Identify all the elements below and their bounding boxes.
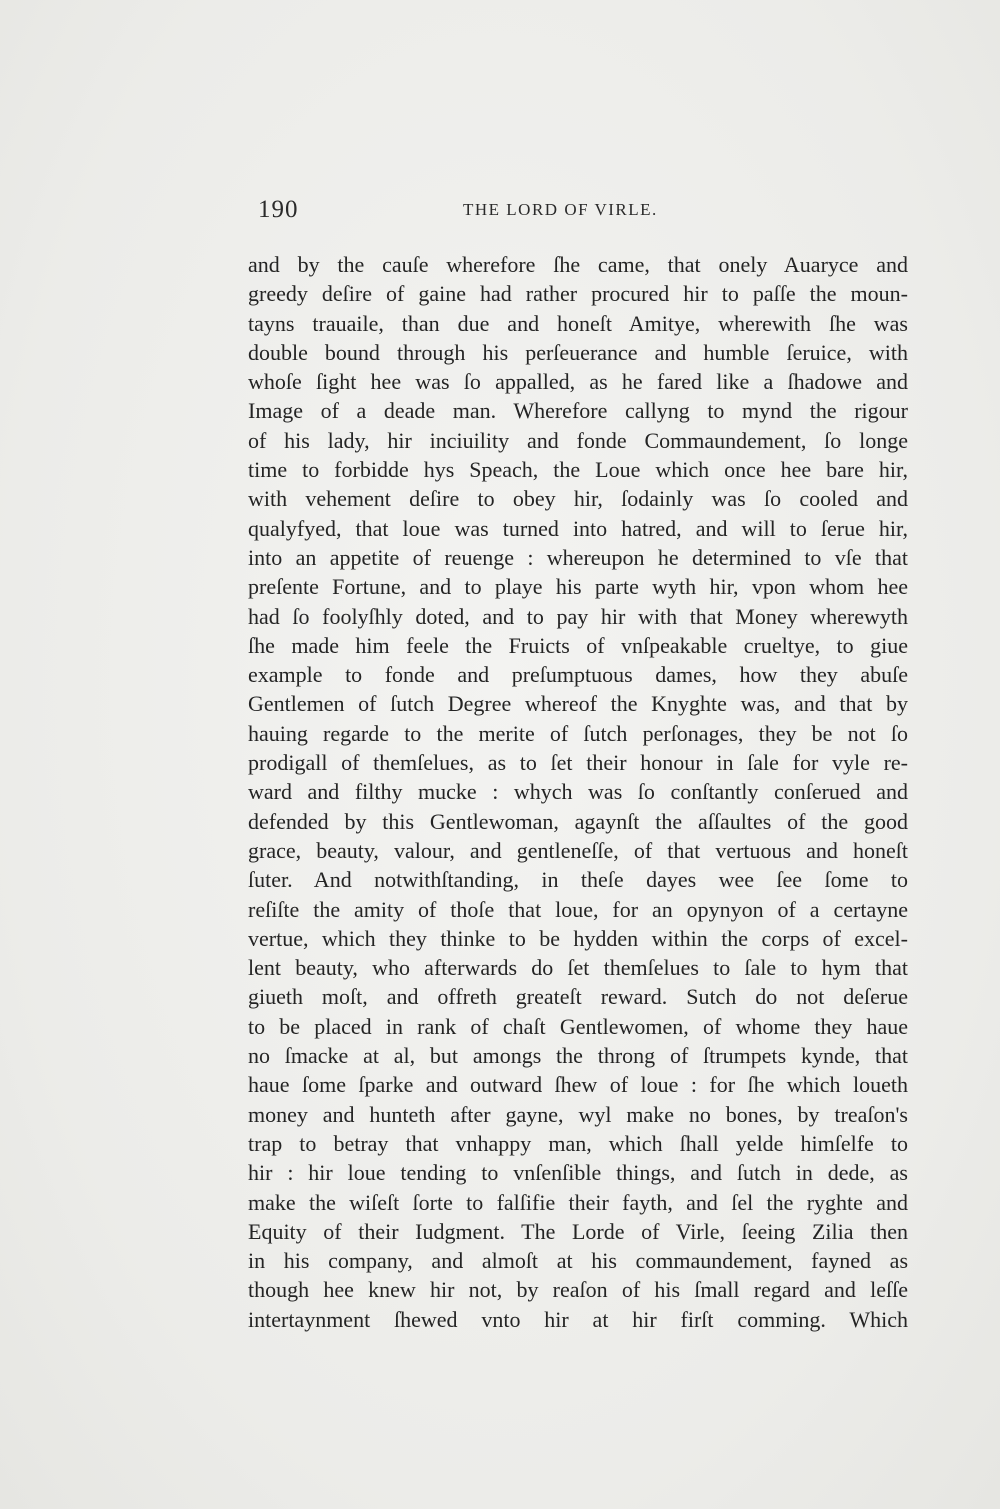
text-line: intertaynment ſhewed vnto hir at hir firſt comming. Which — [248, 1306, 908, 1332]
text-line: time to forbidde hys Speach, the Loue which once hee bare hir, — [248, 457, 908, 483]
text-line: in his company, and almoſt at his commaundement, fayned as — [248, 1248, 908, 1274]
text-line: no ſmacke at al, but amongs the throng of ſtrumpets kynde, that — [248, 1043, 908, 1069]
text-line: grace, beauty, valour, and gentleneſſe, of that vertuous and honeſt — [248, 837, 908, 863]
text-line: Gentlemen of ſutch Degree whereof the Knyghte was, and that by — [248, 691, 908, 717]
text-line: preſente Fortune, and to playe his parte wyth hir, vpon whom hee — [248, 574, 908, 600]
text-line: ſhe made him feele the Fruicts of vnſpeakable crueltye, to giue — [248, 632, 908, 658]
running-title: THE LORD OF VIRLE. — [463, 200, 658, 219]
text-line: though hee knew hir not, by reaſon of his ſmall regard and leſſe — [248, 1277, 908, 1303]
text-line: vertue, which they thinke to be hydden within the corps of excel- — [248, 925, 908, 951]
text-line: into an appetite of reuenge : whereupon he determined to vſe that — [248, 544, 908, 570]
text-line: greedy deſire of gaine had rather procured hir to paſſe the moun- — [248, 281, 908, 307]
text-line: haue ſome ſparke and outward ſhew of loue : for ſhe which loueth — [248, 1072, 908, 1098]
text-line: to be placed in rank of chaſt Gentlewomen, of whome they haue — [248, 1013, 908, 1039]
text-line: money and hunteth after gayne, wyl make no bones, by treaſon's — [248, 1101, 908, 1127]
text-line: with vehement deſire to obey hir, ſodainly was ſo cooled and — [248, 486, 908, 512]
page-number: 190 — [258, 196, 299, 223]
text-line: of his lady, hir inciuility and fonde Commaundement, ſo longe — [248, 427, 908, 453]
text-line: tayns trauaile, than due and honeſt Amitye, wherewith ſhe was — [248, 310, 908, 336]
text-line: giueth moſt, and offreth greateſt reward. Sutch do not deſerue — [248, 984, 908, 1010]
text-line: defended by this Gentlewoman, agaynſt the aſſaultes of the good — [248, 808, 908, 834]
body-text — [248, 250, 908, 1334]
page-header — [258, 196, 898, 226]
text-line: hir : hir loue tending to vnſenſible things, and ſutch in dede, as — [248, 1160, 908, 1186]
text-line: example to fonde and preſumptuous dames, how they abuſe — [248, 662, 908, 688]
text-line: ward and filthy mucke : whych was ſo conſtantly conſerued and — [248, 779, 908, 805]
text-line: Equity of their Iudgment. The Lorde of Virle, ſeeing Zilia then — [248, 1218, 908, 1244]
text-line: ſuter. And notwithſtanding, in theſe dayes wee ſee ſome to — [248, 867, 908, 893]
text-line: qualyfyed, that loue was turned into hatred, and will to ſerue hir, — [248, 515, 908, 541]
text-line: lent beauty, who afterwards do ſet themſelues to ſale to hym that — [248, 955, 908, 981]
text-line: reſiſte the amity of thoſe that loue, for an opynyon of a certayne — [248, 896, 908, 922]
text-line: trap to betray that vnhappy man, which ſhall yelde himſelfe to — [248, 1130, 908, 1156]
text-line: double bound through his perſeuerance and humble ſeruice, with — [248, 339, 908, 365]
text-line: had ſo foolyſhly doted, and to pay hir with that Money wherewyth — [248, 603, 908, 629]
text-line: and by the cauſe wherefore ſhe came, that onely Auaryce and — [248, 252, 908, 277]
text-line: hauing regarde to the merite of ſutch perſonages, they be not ſo — [248, 720, 908, 746]
text-line: prodigall of themſelues, as to ſet their honour in ſale for vyle re- — [248, 750, 908, 776]
text-line: Image of a deade man. Wherefore callyng to mynd the rigour — [248, 398, 908, 424]
text-line: whoſe ſight hee was ſo appalled, as he fared like a ſhadowe and — [248, 369, 908, 395]
text-line: make the wiſeſt ſorte to falſifie their fayth, and ſel the ryghte and — [248, 1189, 908, 1215]
